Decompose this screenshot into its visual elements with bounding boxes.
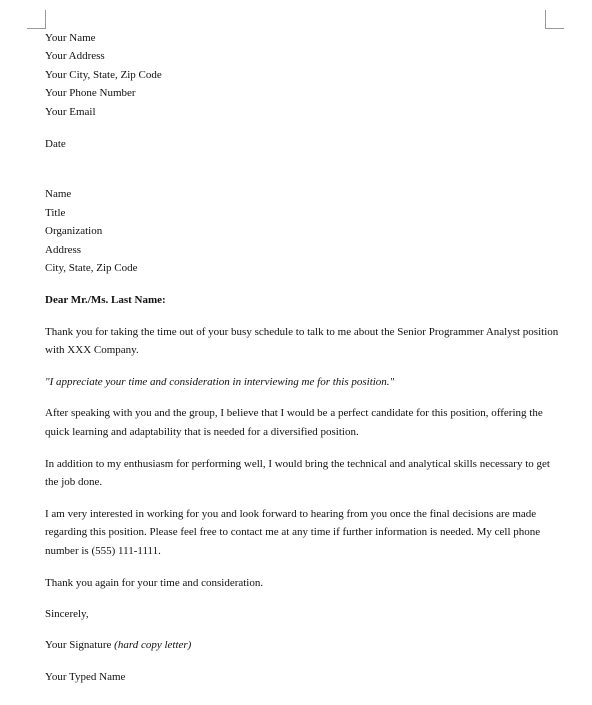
sender-address: Your Address [45,50,105,63]
paragraph-2-line-2: quick learning and adaptability that is needed for a diversified position. [45,426,359,439]
sender-city-state-zip: Your City, State, Zip Code [45,68,162,81]
sender-block [45,29,555,121]
paragraph-1 [45,323,559,360]
paragraph-3-line-1: In addition to my enthusiasm for performing well, I would bring the technical and analytical skills necessary to get [45,457,550,470]
typed-name: Your Typed Name [45,670,126,683]
sender-phone: Your Phone Number [45,87,136,100]
sender-name: Your Name [45,32,96,44]
paragraph-5: Thank you again for your time and consideration. [45,576,264,589]
recipient-title: Title [45,206,66,219]
recipient-name: Name [45,188,72,201]
paragraph-2-line-1: After speaking with you and the group, I believe that I would be a perfect candidate for this position, offering the [45,407,543,420]
paragraph-4-line-1: I am very interested in working for you and look forward to hearing from you once the final decisions are made [45,507,537,520]
salutation: Dear Mr./Ms. Last Name: [45,294,166,307]
signature-note: (hard copy letter) [114,639,192,652]
recipient-block [45,185,555,277]
paragraph-3-line-2: the job done. [45,476,103,489]
crop-mark-top-right [545,10,564,29]
paragraph-4 [45,505,555,561]
recipient-city-state-zip: City, State, Zip Code [45,262,138,275]
signature-label: Your Signature [45,639,115,652]
paragraph-4-line-3: number is (555) 111-1111. [45,545,161,558]
paragraph-2 [45,404,555,441]
paragraph-1-line-2: with XXX Company. [45,344,139,357]
paragraph-4-line-2: regarding this position. Please feel free to contact me at any time if further information is needed. My cell phone [45,526,541,539]
quote-paragraph: "I appreciate your time and consideration in interviewing me for this position." [45,376,395,389]
recipient-organization: Organization [45,225,103,238]
closing: Sincerely, [45,608,89,621]
paragraph-3 [45,455,555,492]
sender-email: Your Email [45,105,96,118]
paragraph-1-line-1: Thank you for taking the time out of your busy schedule to talk to me about the Senior Programmer Analyst position [45,325,559,338]
recipient-address: Address [45,243,82,256]
letter-date: Date [45,138,66,151]
crop-mark-top-left [27,10,46,29]
signature-line [45,636,555,654]
letter-body [45,29,559,686]
